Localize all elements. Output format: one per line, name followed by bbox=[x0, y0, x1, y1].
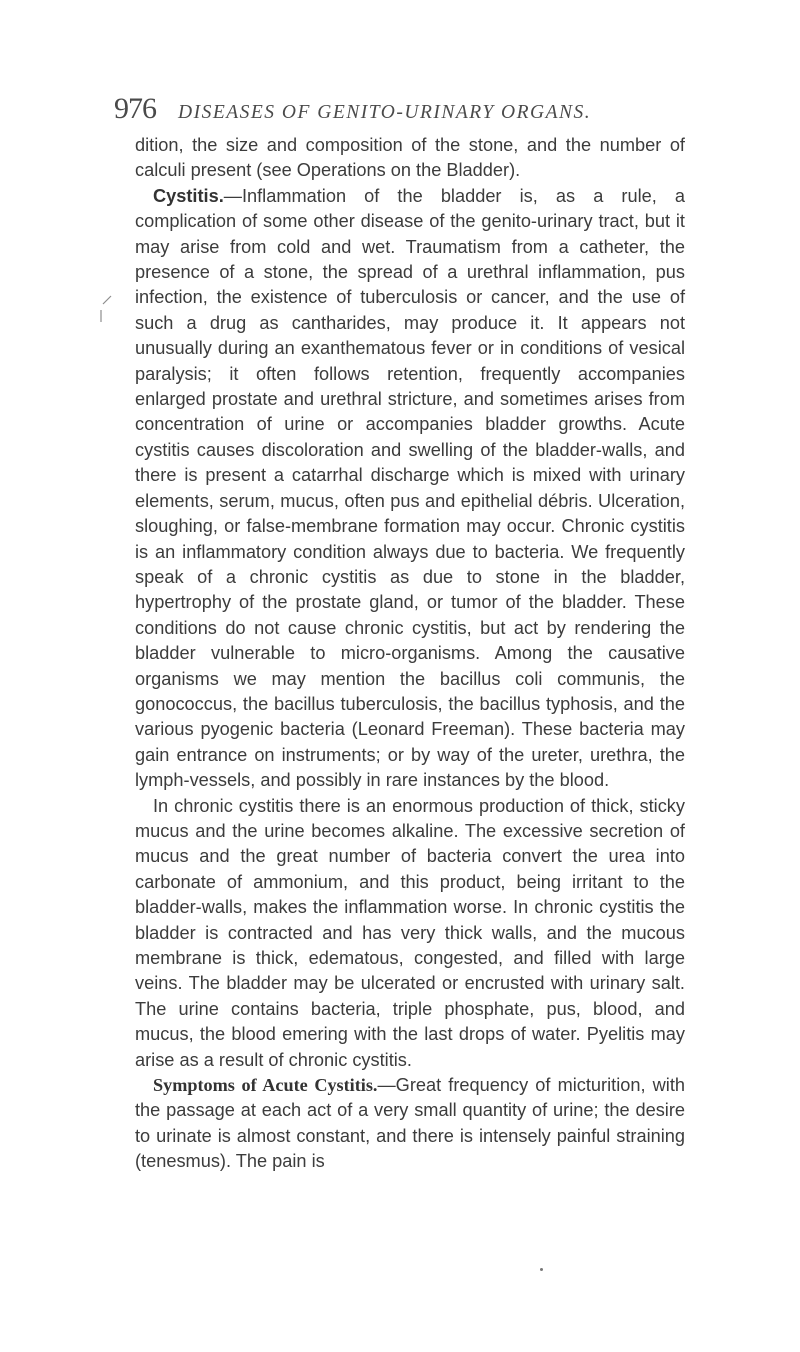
running-head bbox=[114, 92, 674, 126]
symptoms-paragraph bbox=[135, 1073, 685, 1175]
cystitis-paragraph bbox=[135, 184, 685, 794]
symptoms-text: —Great frequency of micturition, with the passage at each act of a very small quantity of urine; the desire to urinate is almost constant, and there is intensely painful straining (tenesmus). The pain is bbox=[135, 1075, 685, 1172]
page-body bbox=[135, 133, 685, 1175]
page-number: 976 bbox=[114, 92, 156, 125]
symptoms-heading: Symptoms of Acute Cystitis. bbox=[153, 1075, 378, 1096]
print-speck bbox=[540, 1268, 543, 1271]
margin-mark bbox=[93, 294, 115, 324]
cystitis-heading: Cystitis. bbox=[153, 185, 224, 206]
margin-stroke-icon bbox=[93, 294, 115, 324]
chronic-cystitis-paragraph: In chronic cystitis there is an enormous production of thick, sticky mucus and the urine becomes alkaline. The excessive secretion of mucus and the great number of bacteria convert the urea into carbonate of ammonium, and this product, being irritant to the bladder-walls, makes the inflammation worse. In chronic cystitis the bladder is contracted and has very thick walls, and the mucous membrane is thick, edematous, congested, and filled with large veins. The bladder may be ulcerated or encrusted with urinary salt. The urine contains bacteria, triple phosphate, pus, blood, and mucus, the blood emering with the last drops of water. Pyelitis may arise as a result of chronic cystitis. bbox=[135, 795, 685, 1070]
running-title: DISEASES OF GENITO-URINARY ORGANS. bbox=[178, 102, 592, 123]
cystitis-text: —Inflammation of the bladder is, as a rule, a complication of some other disease of the genito-urinary tract, but it may arise from cold and wet. Traumatism from a catheter, the presence of a stone, the spread of a urethral inflammation, pus infection, the existence of tuberculosis or cancer, and the use of such a drug as cantharides, may produce it. It appears not unusually during an exanthematous fever or in conditions of vesical paralysis; it often follows retention, frequently accompanies enlarged prostate and urethral stricture, and sometimes arises from concentration of urine or accompanies bladder growths. Acute cystitis causes discoloration and swelling of the bladder-walls, and there is present a catarrhal discharge which is mixed with urinary elements, serum, mucus, often pus and epithelial débris. Ulceration, sloughing, or false-membrane formation may occur. Chronic cystitis is an inflammatory condition always due to bacteria. We frequently speak of a chronic cystitis as due to stone in the bladder, hypertrophy of the prostate gland, or tumor of the bladder. These conditions do not cause chronic cystitis, but act by rendering the bladder vulnerable to micro-organisms. Among the causative organisms we may mention the bacillus coli communis, the gonococcus, the bacillus tuberculosis, the bacillus typhosis, and the various pyogenic bacteria (Leonard Freeman). These bacteria may gain entrance on instruments; or by way of the ureter, urethra, the lymph-vessels, and possibly in rare instances by the blood. bbox=[135, 185, 685, 791]
continuation-paragraph: dition, the size and composition of the stone, and the number of calculi present (see Operations on the Bladder). bbox=[135, 135, 685, 181]
